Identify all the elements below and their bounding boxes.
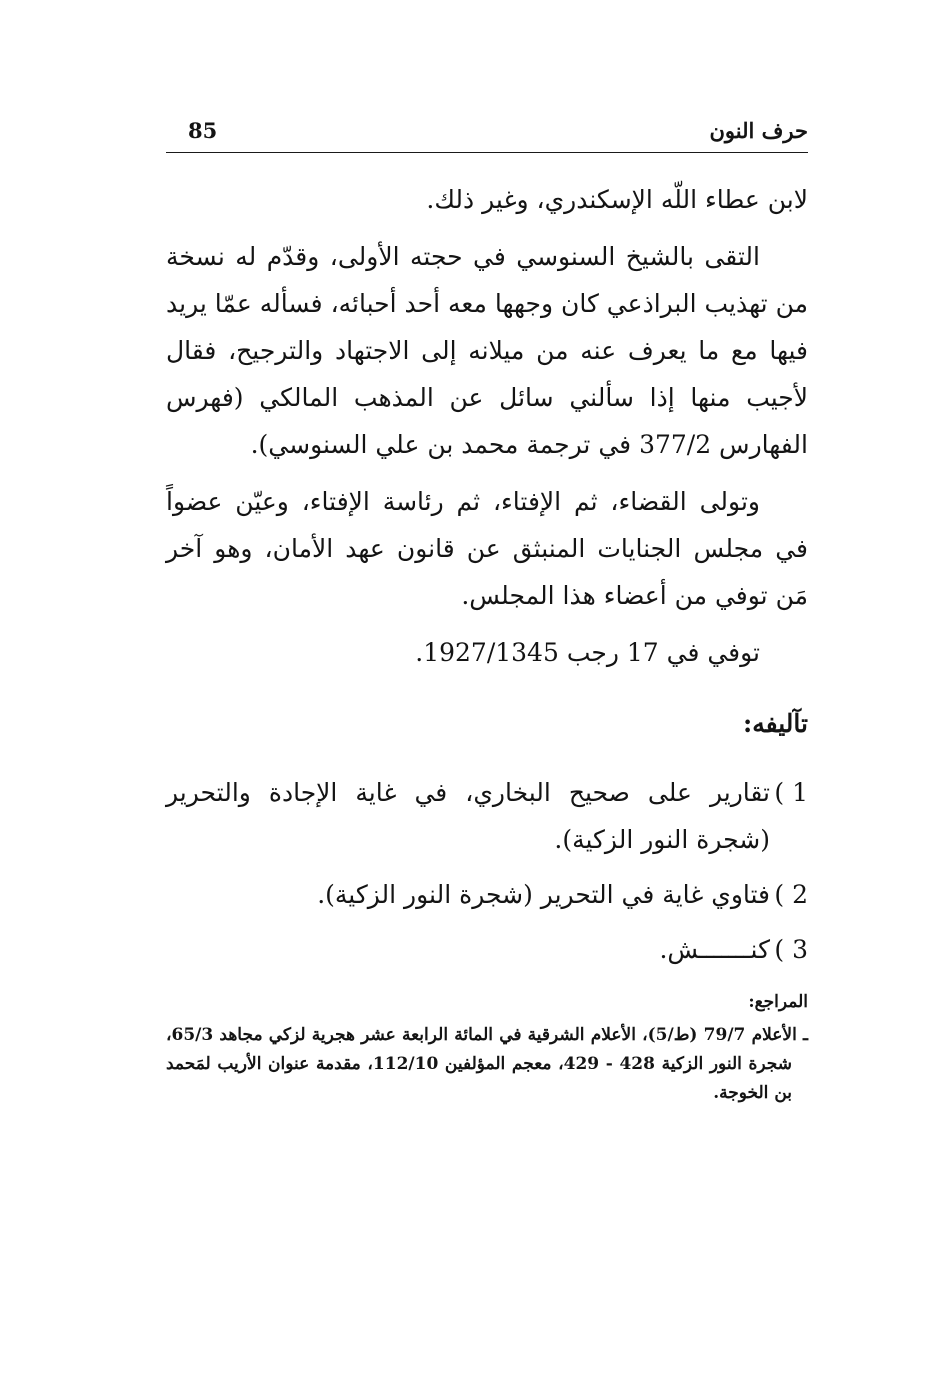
list-item — [166, 871, 808, 918]
list-item-number: 2 ) — [774, 880, 808, 909]
chapter-title: حرف النون — [709, 118, 808, 143]
works-list — [166, 769, 808, 973]
references-body: ـ الأعلام 79/7 (ط/5)، الأعلام الشرقية في المائة الرابعة عشر هجرية لزكي مجاهد 65/3، شجرة النور الزكية 428 - 429، معجم المؤلفين 112/10، مقدمة عنوان الأريب لمَحمد بن الخوجة. — [166, 1025, 808, 1103]
list-item — [166, 769, 808, 863]
references-title: المراجع: — [748, 992, 808, 1012]
list-item — [166, 926, 808, 973]
paragraph-continuation: لابن عطاء اللّه الإسكندري، وغير ذلك. — [426, 185, 808, 214]
list-item-text: تقارير على صحيح البخاري، في غاية الإجادة والتحرير (شجرة النور الزكية). — [166, 778, 770, 854]
main-text — [166, 176, 808, 981]
paragraph-death: توفي في 17 رجب 1927/1345. — [415, 638, 760, 667]
page-number: 85 — [188, 118, 218, 143]
paragraph-positions: وتولى القضاء، ثم الإفتاء، ثم رئاسة الإفتاء، وعيّن عضواً في مجلس الجنايات المنبثق عن قانون عهد الأمان، وهو آخر مَن توفي من أعضاء هذا المجلس. — [166, 487, 808, 610]
works-heading: تآليفه: — [742, 709, 808, 738]
list-item-text: فتاوي غاية في التحرير (شجرة النور الزكية). — [317, 880, 770, 909]
paragraph-sanusi-meeting: التقى بالشيخ السنوسي في حجته الأولى، وقدّم له نسخة من تهذيب البراذعي كان وجهها معه أحد أحبائه، فسأله عمّا يريد فيها مع ما يعرف عنه من ميلانه إلى الاجتهاد والترجيح، فقال لأجيب منها إذا سألني سائل عن المذهب المالكي (فهرس الفهارس 377/2 في ترجمة محمد بن علي السنوسي). — [166, 242, 808, 459]
header-divider — [166, 152, 808, 153]
list-item-number: 1 ) — [774, 778, 808, 807]
references-section — [166, 988, 808, 1108]
list-item-number: 3 ) — [774, 935, 808, 964]
list-item-text: كنـــــــش. — [659, 935, 770, 964]
running-header — [166, 116, 808, 152]
